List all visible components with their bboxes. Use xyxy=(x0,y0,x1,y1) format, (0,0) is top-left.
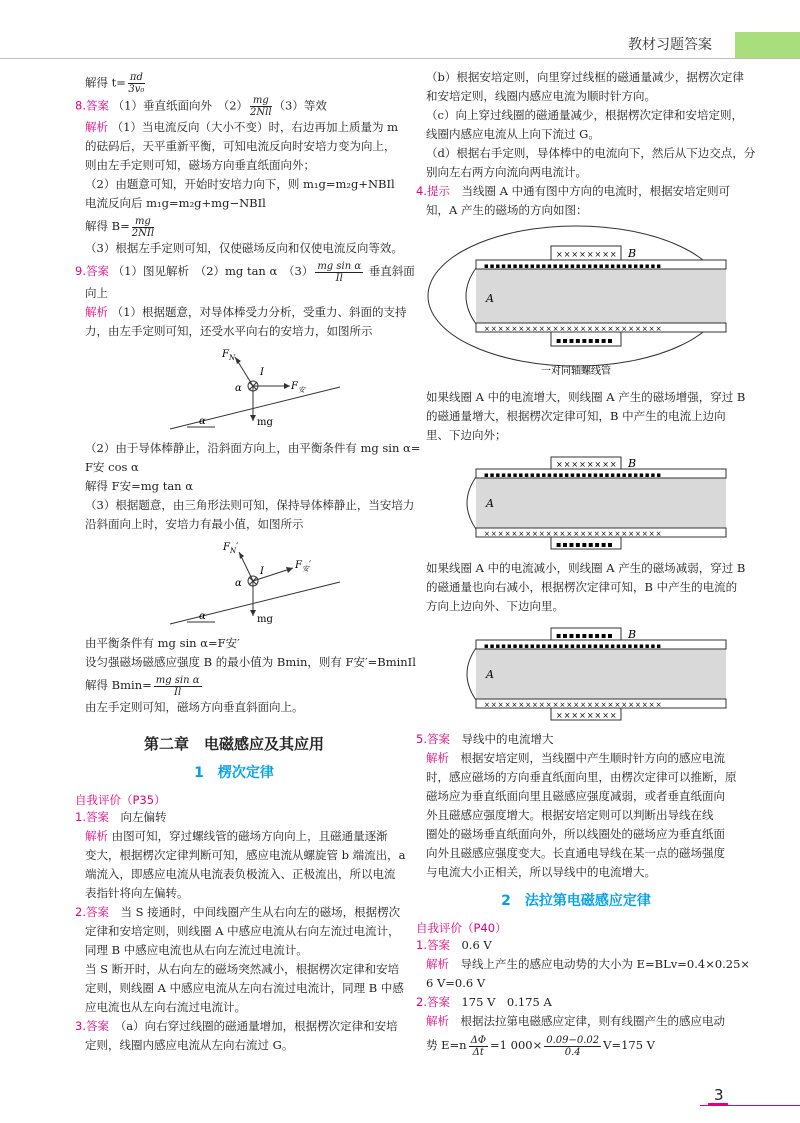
fraction: $\frac{\pi d}{\text{3v₀}}$ xyxy=(128,72,145,95)
text-line: 应电流也从左向右流过电流计。 xyxy=(85,1000,246,1014)
text-line: 端流入，即感应电流从电流表负极流入、正极流出，所以电流 xyxy=(85,867,396,881)
text-line: 解析 由图可知，穿过螺线管的磁场方向向上，且磁通量逐渐 xyxy=(85,829,388,843)
q5-answer-line: 5.答案 导线中的电流增大 xyxy=(416,732,554,746)
text-line: 解析 根据法拉第电磁感应定律，则有线圈产生的感应电动 xyxy=(426,1014,725,1028)
fraction: $\frac{\Delta\Phi}{\Delta t}$ xyxy=(470,1034,487,1058)
text-line: 解析 导线上产生的感应电动势的大小为 E=BLv=0.4×0.25× xyxy=(426,957,751,971)
svg-text:▪▪▪▪▪▪▪▪▪▪▪▪▪▪▪▪▪▪▪▪▪▪▪▪▪▪▪▪▪▪: ▪▪▪▪▪▪▪▪▪▪▪▪▪▪▪▪▪▪▪▪▪▪▪▪▪▪▪▪▪▪▪ xyxy=(484,262,663,270)
chapter-title: 第二章 电磁感应及其应用 xyxy=(143,735,324,753)
alpha-label: α xyxy=(199,416,206,427)
alpha-label: α xyxy=(199,611,206,622)
text-line: 电流反向后 m₁g=m₂g+mg−NBIl xyxy=(85,196,266,210)
coil-a-label: A xyxy=(486,497,494,510)
text-line: 同理 B 中感应电流也从右向左流过电流计。 xyxy=(85,943,308,957)
fraction: $\frac{mg}{\text{2NIl}}$ xyxy=(131,215,155,239)
svg-text:××××××××××××××××××××××××××: ×××××××××××××××××××××××××× xyxy=(484,530,663,538)
force-diagram-1 xyxy=(75,345,393,435)
current-label: I xyxy=(260,566,264,577)
text-line: （3）根据题意，由三角形法则可知，保持导体棒静止，当安培力 xyxy=(85,498,415,512)
section-title: 2 法拉第电磁感应定律 xyxy=(501,893,651,909)
text-line: 圈处的磁场垂直纸面向外，所以线圈处的磁场应为垂直纸面 xyxy=(426,827,725,841)
text-line: （3）根据左手定则可知，仅使磁场反向和仅使电流反向等效。 xyxy=(85,241,403,255)
text-line: 力，由左手定则可知，还受水平向右的安培力，如图所示 xyxy=(85,324,373,338)
self-eval-heading: 自我评价（P40） xyxy=(416,921,507,935)
coil-a-label: A xyxy=(486,292,494,305)
text-line: 方向上边向外、下边向里。 xyxy=(426,599,564,613)
c2-answer-line: 2.答案 当 S 接通时，中间线圈产生从右向左的磁场，根据楞次 xyxy=(75,905,401,919)
svg-text:▪▪▪▪▪▪▪▪▪: ▪▪▪▪▪▪▪▪▪ xyxy=(556,540,614,549)
header-divider xyxy=(0,58,800,59)
c3-answer-line: 3.答案 （a）向右穿过线圈的磁通量增加，根据楞次定律和安培 xyxy=(75,1019,398,1033)
point-a-label: α xyxy=(235,578,242,589)
text-line: 变大，根据楞次定律判断可知，感应电流从螺旋管 b 端流出，a xyxy=(85,848,406,862)
text-line: （b）根据安培定则，向里穿过线框的磁通量减少，据楞次定律 xyxy=(426,70,744,84)
svg-text:××××××××××××××××××××××××××: ×××××××××××××××××××××××××× xyxy=(484,325,663,333)
text-line: 由平衡条件有 mg sin α=F安′ xyxy=(85,636,240,650)
c1-answer-line: 1.答案 向左偏转 xyxy=(75,810,167,824)
current-label: I xyxy=(260,367,264,378)
q8-answer-line: 8.答案 （1）垂直纸面向外 （2） $\frac{mg}{\text{2Nll}}$ （3）等效 xyxy=(75,95,327,118)
text-line: 表指针将向左偏转。 xyxy=(85,886,189,900)
q9-answer-line: 9.答案 （1）图见解析 （2）mg tan α （3） $\frac{\text{mg sin α}}{Il}$ 垂直斜面 xyxy=(75,260,415,284)
text-line: 定则，线圈内感应电流从左向右流过 G。 xyxy=(85,1038,294,1052)
text-line: （2）由题意可知，开始时安培力向下，则 m₁g=m₂g+NBIl xyxy=(85,177,395,191)
text-line: 知，A 产生的磁场的方向如图： xyxy=(426,203,588,217)
mg-label: mg xyxy=(257,614,273,625)
text-line: （2）由于导体棒静止，沿斜面方向上，由平衡条件有 mg sin α= xyxy=(85,441,421,455)
text-line: 与电流大小正相关，所以导线中的电流增大。 xyxy=(426,865,656,879)
text-line: 解析 （1）根据题意，对导体棒受力分析，受重力、斜面的支持 xyxy=(85,305,407,319)
f-label: $F_安$ xyxy=(291,381,305,394)
coil-a-label: A xyxy=(486,668,494,681)
text-line: （d）根据右手定则，导体棒中的电流向下，然后从下边交点，分 xyxy=(426,146,756,160)
d1-answer-line: 1.答案 0.6 V xyxy=(416,938,492,952)
text-line: 的砝码后，天平重新平衡，可知电流反向时安培力变为向上， xyxy=(85,139,396,153)
svg-text:▪▪▪▪▪▪▪▪▪: ▪▪▪▪▪▪▪▪▪ xyxy=(556,631,614,640)
svg-text:××××××××: ×××××××× xyxy=(556,250,618,259)
svg-text:××××××××: ×××××××× xyxy=(556,711,618,720)
self-eval-heading: 自我评价（P35） xyxy=(75,793,166,807)
right-column xyxy=(416,68,756,1059)
svg-text:××××××××××××××××××××××××××: ×××××××××××××××××××××××××× xyxy=(484,701,663,709)
page-header xyxy=(0,0,800,60)
text-line: 解得 t= $\frac{\pi d}{\text{3v₀}}$ xyxy=(85,72,145,95)
text-line: 时，感应磁场的方向垂直纸面向里，由楞次定律可以推断，原 xyxy=(426,770,737,784)
text-line: 6 V=0.6 V xyxy=(426,976,486,990)
text-line: F安 cos α xyxy=(85,460,139,474)
page-number: 3 xyxy=(714,1086,724,1104)
fraction: $\frac{\text{mg sin α}}{Il}$ xyxy=(317,260,362,284)
text-line: 解得 Bmin= $\frac{\text{mg sin α}}{Il}$ xyxy=(85,674,200,698)
text-line: 解得 B= $\frac{mg}{\text{2NIl}}$ xyxy=(85,215,155,239)
text-line: 向上 xyxy=(85,286,108,300)
text-line: （c）向上穿过线圈的磁通量减少，根据楞次定律和安培定则， xyxy=(426,108,743,122)
text-line: 别向左右两方向流向两电流计。 xyxy=(426,165,587,179)
point-a-label: α xyxy=(235,383,242,394)
svg-text:××××××××: ×××××××× xyxy=(556,460,618,469)
solenoid-figure-decrease xyxy=(416,620,736,726)
text-line: 的磁通量也向右减小，根据楞次定律可知，B 中产生的电流的 xyxy=(426,580,738,594)
text-line: 则由左手定则可知，磁场方向垂直纸面向外； xyxy=(85,158,315,172)
left-column xyxy=(75,72,421,1055)
coaxial-solenoid-figure xyxy=(416,224,736,384)
q4-hint-line: 4.提示 当线圈 A 中通有图中方向的电流时，根据安培定则可 xyxy=(416,184,731,198)
fraction: $\frac{0.09-0.02}{0.4}$ xyxy=(546,1034,600,1058)
text-line: 沿斜面向上时，安培力有最小值，如图所示 xyxy=(85,517,304,531)
text-line: 如果线圈 A 中的电流减小，则线圈 A 产生的磁场减弱，穿过 B xyxy=(426,561,746,575)
text-line: 解析 （1）当电流反向（大小不变）时，右边再加上质量为 m xyxy=(85,120,399,134)
mg-label: mg xyxy=(257,417,273,428)
text-line: 由左手定则可知，磁场方向垂直斜面向上。 xyxy=(85,700,304,714)
fn-label: $F_N'$ xyxy=(223,542,239,555)
text-line: 外且磁感应强度增大。根据安培定则可以判断出导线在线 xyxy=(426,808,714,822)
text-line: 的磁通量增大，根据楞次定律可知，B 中产生的电流上边向 xyxy=(426,409,726,423)
header-accent-tab xyxy=(735,32,800,58)
text-line: 设匀强磁场磁感应强度 B 的最小值为 Bmin，则有 F安′=BminIl xyxy=(85,655,416,669)
text-line: 当 S 断开时，从右向左的磁场突然减小，根据楞次定律和安培 xyxy=(85,962,400,976)
svg-text:▪▪▪▪▪▪▪▪▪: ▪▪▪▪▪▪▪▪▪ xyxy=(556,336,614,345)
d2-answer-line: 2.答案 175 V 0.175 A xyxy=(416,995,552,1009)
text-line: 和安培定则，线圈内感应电流为顺时针方向。 xyxy=(426,89,656,103)
fraction: $\frac{\text{mg sin α}}{Il}$ xyxy=(155,674,200,698)
fn-label: $F_N$ xyxy=(222,349,236,362)
figure-caption: 一对同轴螺线管 xyxy=(541,366,611,377)
text-line: 里、下边向外； xyxy=(426,428,507,442)
text-line: 向外且磁感应强度变大。长直通电导线在某一点的磁场强度 xyxy=(426,846,725,860)
text-line: 磁场应为垂直纸面向里且磁感应强度减弱，或者垂直纸面向 xyxy=(426,789,725,803)
text-line: 如果线圈 A 中的电流增大，则线圈 A 产生的磁场增强，穿过 B xyxy=(426,390,746,404)
text-line: 解析 根据安培定则，当线圈中产生顺时针方向的感应电流 xyxy=(426,751,725,765)
text-line: 定律和安培定则，则线圈 A 中感应电流从右向左流过电流计， xyxy=(85,924,400,938)
force-diagram-2 xyxy=(75,538,393,630)
svg-text:▪▪▪▪▪▪▪▪▪▪▪▪▪▪▪▪▪▪▪▪▪▪▪▪▪▪▪▪▪▪: ▪▪▪▪▪▪▪▪▪▪▪▪▪▪▪▪▪▪▪▪▪▪▪▪▪▪▪▪▪▪▪ xyxy=(484,642,663,650)
section-title: 1 楞次定律 xyxy=(194,765,274,781)
coil-b-label: B xyxy=(628,457,637,470)
svg-text:▪▪▪▪▪▪▪▪▪▪▪▪▪▪▪▪▪▪▪▪▪▪▪▪▪▪▪▪▪▪: ▪▪▪▪▪▪▪▪▪▪▪▪▪▪▪▪▪▪▪▪▪▪▪▪▪▪▪▪▪▪▪ xyxy=(484,471,663,479)
fraction: $\frac{mg}{\text{2Nll}}$ xyxy=(250,95,272,118)
f-label: $F_安'$ xyxy=(295,560,312,573)
text-line: 定则，则线圈 A 中感应电流从左向右流过电流计，同理 B 中感 xyxy=(85,981,404,995)
text-line: 线圈内感应电流从上向下流过 G。 xyxy=(426,127,600,141)
header-title: 教材习题答案 xyxy=(628,37,712,53)
text-line: 解得 F安=mg tan α xyxy=(85,479,193,493)
solenoid-figure-increase xyxy=(416,449,736,555)
coil-b-label: B xyxy=(628,628,637,641)
coil-b-label: B xyxy=(628,247,637,260)
text-line: 势 E=n $\frac{\Delta\Phi}{\Delta t}$ =1 000× $\frac{0.09-0.02}{0.4}$ V=175 V xyxy=(426,1034,655,1058)
